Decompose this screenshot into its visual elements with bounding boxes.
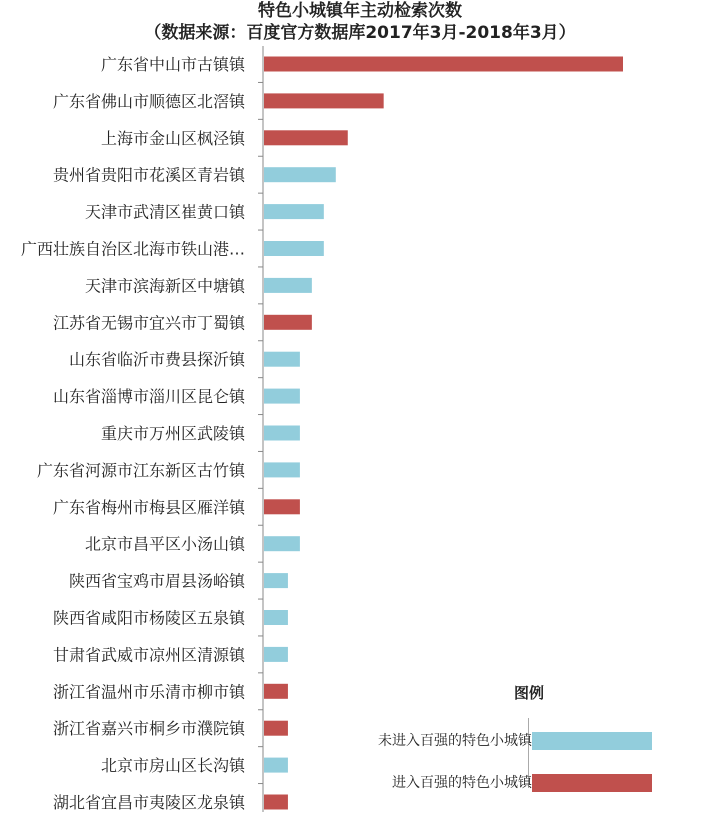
category-label: 浙江省温州市乐清市柳市镇 xyxy=(52,682,245,702)
category-label: 重庆市万州区武陵镇 xyxy=(100,424,245,443)
bar xyxy=(264,315,312,330)
bar xyxy=(264,204,324,219)
category-label: 广东省河源市江东新区古竹镇 xyxy=(36,460,245,480)
bar xyxy=(264,389,300,404)
bar xyxy=(264,278,312,293)
category-label: 山东省临沂市费县探沂镇 xyxy=(68,350,245,370)
legend xyxy=(330,676,670,806)
category-label: 上海市金山区枫泾镇 xyxy=(100,128,245,148)
category-label: 贵州省贵阳市花溪区青岩镇 xyxy=(52,165,245,185)
category-label: 广东省佛山市顺德区北滘镇 xyxy=(52,91,245,111)
category-label: 湖北省宜昌市夷陵区龙泉镇 xyxy=(52,793,245,812)
category-label: 天津市滨海新区中塘镇 xyxy=(84,276,245,296)
legend-title: 图例 xyxy=(514,684,545,702)
bar xyxy=(264,647,288,662)
bar xyxy=(264,610,288,625)
category-label: 天津市武清区崔黄口镇 xyxy=(84,202,245,222)
bar xyxy=(264,499,300,514)
bar xyxy=(264,758,288,773)
bar xyxy=(264,57,623,72)
bar xyxy=(264,93,384,108)
legend-item-top100 xyxy=(330,773,670,793)
legend-swatch-other xyxy=(532,732,652,750)
legend-item-other xyxy=(330,731,670,751)
bar xyxy=(264,352,300,367)
category-label: 山东省淄博市淄川区昆仑镇 xyxy=(52,387,245,407)
legend-label-other: 未进入百强的特色小城镇 xyxy=(378,733,532,749)
bar xyxy=(264,721,288,736)
bar xyxy=(264,426,300,441)
bar xyxy=(264,167,336,182)
bar xyxy=(264,462,300,477)
category-label: 甘肃省武威市凉州区清源镇 xyxy=(52,645,245,665)
bar xyxy=(264,573,288,588)
category-label: 广东省梅州市梅县区雁洋镇 xyxy=(52,497,245,517)
category-label: 浙江省嘉兴市桐乡市濮院镇 xyxy=(52,719,245,739)
category-label: 北京市房山区长沟镇 xyxy=(100,756,245,776)
legend-swatch-top100 xyxy=(532,774,652,792)
bar xyxy=(264,241,324,256)
chart-title-main: 特色小城镇年主动检索次数 xyxy=(258,1,462,21)
category-label: 北京市昌平区小汤山镇 xyxy=(84,534,245,554)
category-label: 陕西省咸阳市杨陵区五泉镇 xyxy=(52,608,245,628)
legend-label-top100: 进入百强的特色小城镇 xyxy=(392,775,532,791)
chart-subtitle: （数据来源：百度官方数据库2017年3月-2018年3月） xyxy=(144,23,576,43)
bar xyxy=(264,130,348,145)
category-label: 广西壮族自治区北海市铁山港… xyxy=(20,239,245,259)
bar xyxy=(264,684,288,699)
bar xyxy=(264,795,288,810)
category-label: 江苏省无锡市宜兴市丁蜀镇 xyxy=(52,313,245,333)
category-label: 广东省中山市古镇镇 xyxy=(100,55,245,74)
category-label: 陕西省宝鸡市眉县汤峪镇 xyxy=(68,571,245,591)
bar xyxy=(264,536,300,551)
